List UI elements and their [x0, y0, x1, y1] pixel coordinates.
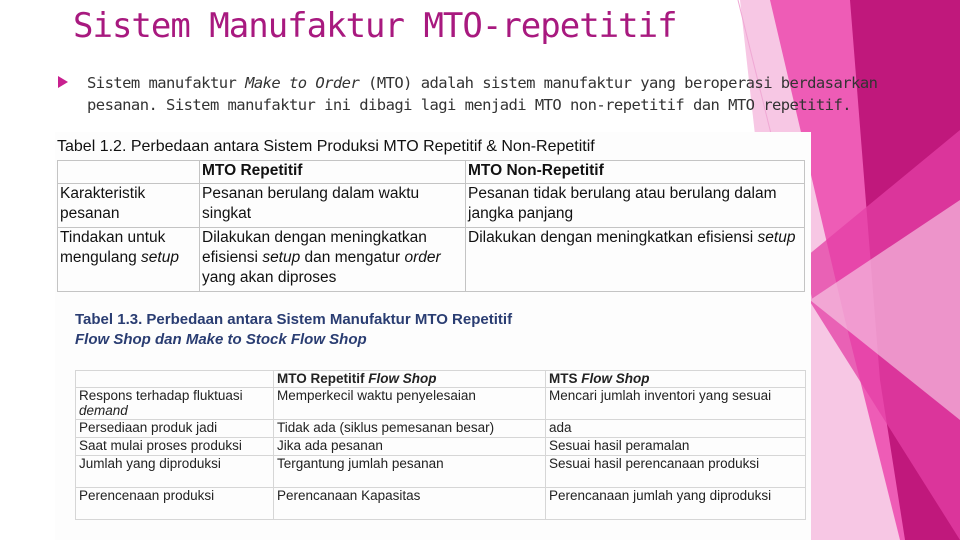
bullet-text-part: Sistem manufaktur	[87, 74, 246, 92]
table-row	[76, 456, 806, 488]
table-cell: Tergantung jumlah pesanan	[274, 456, 546, 488]
table2-caption-line2	[75, 330, 512, 350]
table-mto-comparison	[57, 160, 805, 292]
cell-text: dan mengatur	[300, 249, 405, 266]
table-cell: Memperkecil waktu penyelesaian	[274, 388, 546, 420]
table-cell: ada	[546, 420, 806, 438]
cell-text-italic: setup	[141, 249, 179, 266]
table-cell: Mencari jumlah inventori yang sesuai	[546, 388, 806, 420]
table-cell: Tidak ada (siklus pemesanan besar)	[274, 420, 546, 438]
table-header-cell	[546, 371, 806, 388]
table-header-cell: MTO Repetitif	[200, 161, 466, 184]
table1-caption: Tabel 1.2. Perbedaan antara Sistem Produksi MTO Repetitif & Non-Repetitif	[57, 138, 595, 155]
header-text: MTO Repetitif	[277, 371, 369, 386]
cell-text: Respons terhadap fluktuasi	[79, 388, 243, 403]
table-cell: Persediaan produk jadi	[76, 420, 274, 438]
table-cell: Saat mulai proses produksi	[76, 438, 274, 456]
cell-text-italic: order	[404, 249, 441, 266]
cell-text: Dilakukan dengan meningkatkan efisiensi	[202, 229, 427, 266]
table-cell: Karakteristik pesanan	[58, 184, 200, 228]
table-header-cell	[274, 371, 546, 388]
table-row	[76, 488, 806, 520]
tables-image-panel	[55, 132, 811, 540]
cell-text: Dilakukan dengan meningkatkan efisiensi	[468, 229, 758, 246]
header-text: MTS	[549, 371, 582, 386]
table-mto-vs-mts	[75, 370, 806, 520]
table2-caption	[75, 310, 512, 350]
table-cell: Perencanaan jumlah yang diproduksi	[546, 488, 806, 520]
bullet-text-part: (MTO) adalah sistem manufaktur yang beroperasi berdasarkan pesanan. Sistem manufaktur ini dibagi lagi menjadi MTO non-repetitif dan MTO repetitif.	[87, 74, 878, 114]
table-cell: Perencenaan produksi	[76, 488, 274, 520]
table-cell: Perencanaan Kapasitas	[274, 488, 546, 520]
cell-text-italic: demand	[79, 403, 128, 418]
table-cell: Jika ada pesanan	[274, 438, 546, 456]
cell-text-italic: setup	[262, 249, 301, 266]
header-text-italic: Flow Shop	[368, 371, 437, 386]
table-row	[76, 388, 806, 420]
table-cell: Pesanan tidak berulang atau berulang dalam jangka panjang	[466, 184, 805, 228]
table-header-cell	[58, 161, 200, 184]
table2-caption-italic: Flow Shop dan Make to Stock Flow Shop	[75, 331, 367, 348]
table-cell	[76, 388, 274, 420]
table-header-cell: MTO Non-Repetitif	[466, 161, 805, 184]
triangle-bullet-icon	[58, 76, 68, 88]
table-row	[58, 228, 805, 292]
table-cell: Sesuai hasil perencanaan produksi	[546, 456, 806, 488]
bullet-text	[87, 72, 878, 116]
table-cell: Jumlah yang diproduksi	[76, 456, 274, 488]
table2-caption-line1: Tabel 1.3. Perbedaan antara Sistem Manufaktur MTO Repetitif	[75, 311, 513, 328]
table-cell: Sesuai hasil peramalan	[546, 438, 806, 456]
table-row	[76, 420, 806, 438]
table-cell	[200, 228, 466, 292]
table-header-cell	[76, 371, 274, 388]
table-header-row	[76, 371, 806, 388]
table-cell	[58, 228, 200, 292]
table-row	[76, 438, 806, 456]
cell-text: yang akan diproses	[202, 269, 337, 286]
slide-title: Sistem Manufaktur MTO-repetitif	[73, 6, 677, 46]
table-header-row	[58, 161, 805, 184]
cell-text-italic: setup	[757, 229, 796, 246]
bullet-item	[58, 72, 878, 116]
header-text-italic: Flow Shop	[581, 371, 650, 386]
table-cell	[466, 228, 805, 292]
bullet-text-italic: Make to Order	[245, 74, 360, 92]
table-cell: Pesanan berulang dalam waktu singkat	[200, 184, 466, 228]
table-row	[58, 184, 805, 228]
cell-text: Tindakan untuk mengulang	[60, 229, 166, 266]
